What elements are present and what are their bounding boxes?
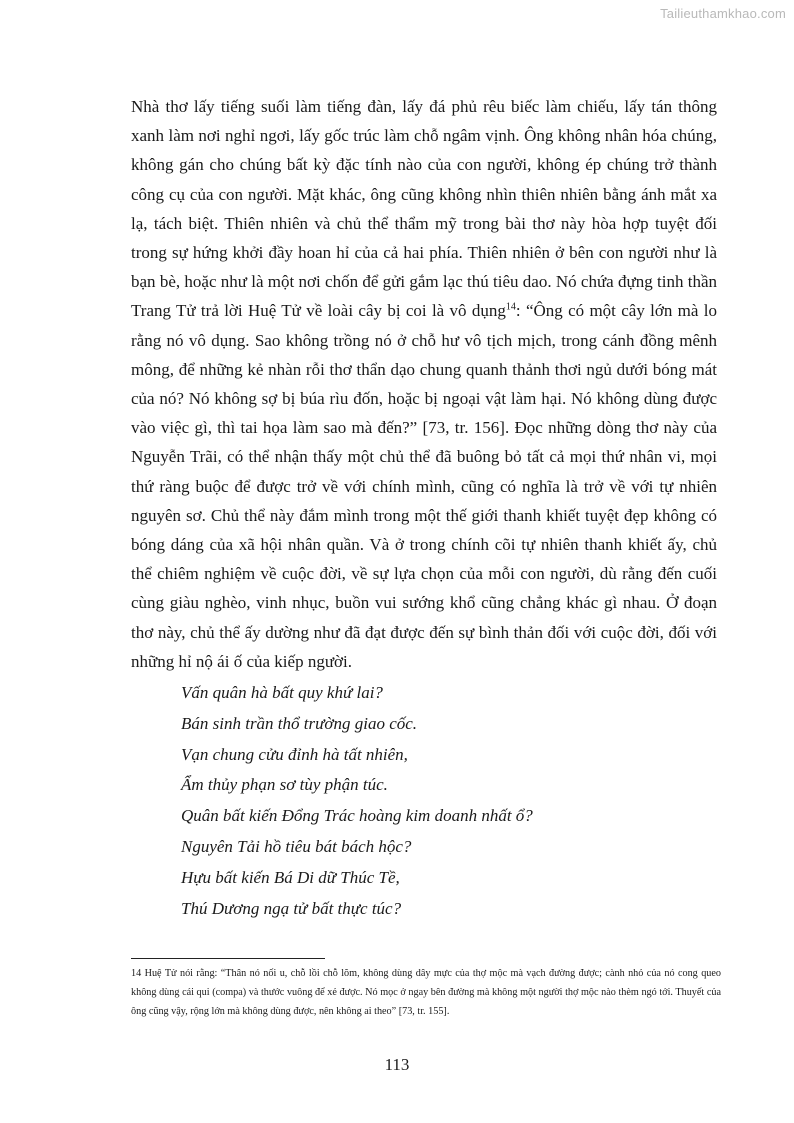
poem-line: Quân bất kiến Đổng Trác hoàng kim doanh nhất ổ? xyxy=(181,806,533,826)
poem-line: Hựu bất kiến Bá Di dữ Thúc Tề, xyxy=(181,867,400,887)
footnote-reference[interactable]: 14 xyxy=(505,301,516,313)
poem-line: Thú Dương ngạ tử bất thực túc? xyxy=(181,898,402,918)
poem-line: Nguyên Tải hồ tiêu bát bách hộc? xyxy=(181,837,412,857)
main-paragraph xyxy=(131,92,717,676)
page-number: 113 xyxy=(384,1055,410,1074)
poem-line: Bán sinh trần thổ trường giao cốc. xyxy=(181,713,418,733)
poem-line: Vấn quân hà bất quy khứ lai? xyxy=(181,683,383,703)
paragraph-text-part-2: : “Ông có một cây lớn mà lo rằng nó vô dụng. Sao không trồng nó ở chỗ hư vô tịch mịch, trong cánh đồng mênh mông, để những kẻ nhàn rỗi thơ thẩn dạo chung quanh thảnh thơi ngủ dưới bóng mát của nó? Nó không sợ bị búa rìu đốn, hoặc bị ngoại vật làm hại. Nó không dùng được vào việc gì, thì tai họa làm sao mà đến?” [73, tr. 156]. Đọc những dòng thơ này của Nguyễn Trãi, có thể nhận thấy một chủ thể đã buông bỏ tất cả mọi thứ nhân vi, mọi thứ ràng buộc để được trở về với chính mình, cũng có nghĩa là trở về với tự nhiên nguyên sơ. Chủ thể này đắm mình trong một thế giới thanh khiết tuyệt đẹp không có bóng dáng của xã hội nhân quần. Và ở trong chính cõi tự nhiên thanh khiết ấy, chủ thể chiêm nghiệm về cuộc đời, về sự lựa chọn của mỗi con người, dù rằng đến cuối cùng giàu nghèo, vinh nhục, buồn vui sướng khổ cũng chẳng khác gì nhau. Ở đoạn thơ này, chủ thể ấy dường như đã đạt được đến sự bình thản đối với cuộc đời, đối với những hỉ nộ ái ố của kiếp người. xyxy=(131,301,717,671)
footnote-divider xyxy=(131,958,325,959)
footnote-text: 14 Huệ Tử nói rằng: “Thân nó nối u, chỗ lồi chỗ lõm, không dùng dây mực của thợ mộc mà vạch đường được; cành nhỏ của nó cong queo không dùng cái qui (compa) và thước vuông để xẻ được. Nó mọc ở ngay bên đường mà không một người thợ mộc nào thèm ngó tới. Thuyết của ông cũng vậy, rộng lớn mà không dùng được, nên không ai theo” [73, tr. 155]. xyxy=(131,968,721,1017)
paragraph-text-part-1: Nhà thơ lấy tiếng suối làm tiếng đàn, lấy đá phủ rêu biếc làm chiếu, lấy tán thông xanh làm nơi nghỉ ngơi, lấy gốc trúc làm chỗ ngâm vịnh. Ông không nhân hóa chúng, không gán cho chúng bất kỳ đặc tính nào của con người, không ép chúng trở thành công cụ của con người. Mặt khác, ông cũng không nhìn thiên nhiên bằng ánh mắt xa lạ, tách biệt. Thiên nhiên và chủ thể thẩm mỹ trong bài thơ này hòa hợp tuyệt đối trong sự hứng khởi đầy hoan hỉ của cả hai phía. Thiên nhiên ở bên con người như là bạn bè, hoặc như là một nơi chốn để gửi gắm lạc thú tiêu dao. Nó chứa đựng tinh thần Trang Tử trả lời Huệ Tử về loài cây bị coi là vô dụng xyxy=(131,97,717,321)
page-body xyxy=(131,92,717,924)
poem-line: Vạn chung cửu đỉnh hà tất nhiên, xyxy=(181,744,408,764)
poem-line: Ẩm thủy phạn sơ tùy phận túc. xyxy=(181,775,388,795)
poem-block xyxy=(181,678,717,924)
watermark: Tailieuthamkhao.com xyxy=(660,6,786,21)
